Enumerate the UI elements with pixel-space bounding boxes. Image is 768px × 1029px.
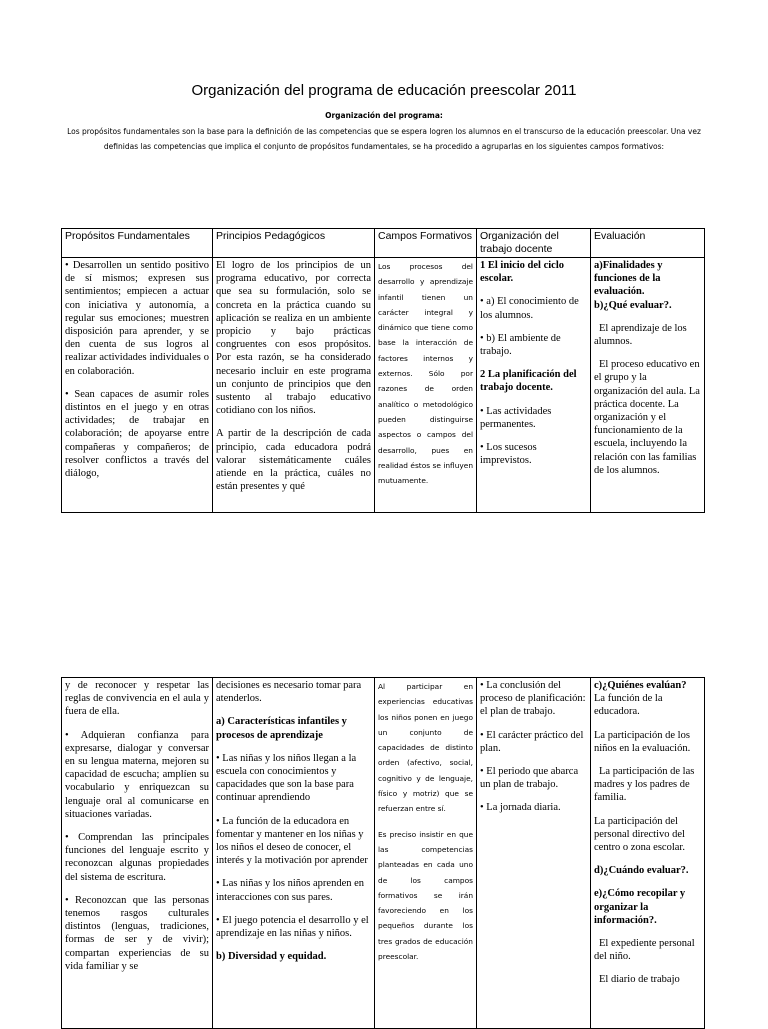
header-campos: Campos Formativos [375,229,477,258]
organizacion-item: • La conclusión del proceso de planificación: el plan de trabajo. [480,680,586,718]
evaluacion-heading: c)¿Quiénes evalúan? [594,680,687,691]
proposito-item: • Comprendan las principales funciones del lenguaje escrito y reconozcan algunas propiedades del sistema de escritura. [65,832,209,883]
proposito-item: y de reconocer y respetar las reglas de convivencia en el aula y fuera de ella. [65,680,209,718]
cell-propositos [62,258,213,513]
program-table-top [61,228,705,513]
cell-campos [375,258,477,513]
table-header-row [62,229,705,258]
evaluacion-paragraph: El diario de trabajo [599,974,680,986]
organizacion-item: • Las actividades permanentes. [480,405,552,430]
principios-item: • El juego potencia el desarrollo y el aprendizaje en las niñas y niños. [216,914,369,940]
evaluacion-paragraph: El expediente personal del niño. [594,938,695,963]
proposito-item: • Sean capaces de asumir roles distintos en el juego y en otras actividades; de trabajar en colaboración; de apoyarse entre compañeras y compañeros; de resolver conflictos a través del diálogo, [65,388,209,480]
table-row [62,258,705,513]
principios-paragraph: A partir de la descripción de cada principio, cada educadora podrá valorar sistemáticamente cuáles atiende en la práctica, cuáles no están presentes y qué [216,428,371,493]
evaluacion-heading: e)¿Cómo recopilar y organizar la información?. [594,888,686,926]
cell-evaluacion [591,258,705,513]
principios-item: • Las niñas y los niños llegan a la escuela con conocimientos y capacidades que son la base para continuar aprendiendo [216,752,357,804]
proposito-item: • Reconozcan que las personas tenemos rasgos culturales distintos (lenguas, tradiciones, formas de ser y de vivir); compartan experiencias de su vida familiar y se [65,894,209,972]
evaluacion-paragraph: La participación del personal directivo del centro o zona escolar. [594,815,685,854]
campos-paragraph: Al participar en experiencias educativas los niños ponen en juego un conjunto de capacidades de distinto orden (afectivo, social, cognitivo y de lenguaje, físico y motriz) que se refuerzan entre sí. [378,682,473,814]
organizacion-item: • La jornada diaria. [480,802,561,814]
evaluacion-paragraph: El proceso educativo en el grupo y la organización del aula. La práctica docente. La organización y el funcionamiento de la escuela, incluyendo la relación con las familias de los alumnos. [594,359,700,476]
principios-heading: a) Características infantiles y procesos de aprendizaje [216,716,347,741]
organizacion-item: • a) El conocimiento de los alumnos. [480,296,579,321]
program-table-bottom [61,677,705,1029]
document-subtitle: Organización del programa: [325,111,443,120]
proposito-item: • Desarrollen un sentido positivo de sí mismos; expresen sus sentimientos; empiecen a actuar con iniciativa y autonomía, a regular sus emociones; muestren disposición para aprender, y se den cuenta de sus logros al realizar actividades individuales o en colaboración. [65,260,209,377]
organizacion-item: • Los sucesos imprevistos. [480,442,537,467]
evaluacion-heading: b)¿Qué evaluar?. [594,299,672,311]
evaluacion-paragraph: La participación de los niños en la evaluación. [594,729,691,754]
principios-paragraph: decisiones es necesario tomar para atenderlos. [216,680,362,705]
organizacion-heading: 2 La planificación del trabajo docente. [480,369,577,394]
organizacion-heading: 1 El inicio del ciclo escolar. [480,260,564,285]
principios-item: • La función de la educadora en fomentar y mantener en los niñas y los niños el deseo de conocer, el interés y la motivación por aprender [216,815,368,867]
evaluacion-paragraph: La participación de las madres y los padres de familia. [594,766,695,804]
proposito-item: • Adquieran confianza para expresarse, dialogar y conversar en su lengua materna, mejoren su capacidad de escucha; amplíen su vocabulario y enriquezcan su lenguaje oral al comunicarse en situaciones variadas. [65,729,209,820]
header-propositos: Propósitos Fundamentales [62,229,213,258]
evaluacion-heading: a)Finalidades y funciones de la evaluación. [594,260,663,298]
header-principios: Principios Pedagógicos [213,229,375,258]
organizacion-item: • b) El ambiente de trabajo. [480,332,561,358]
header-organizacion: Organización del trabajo docente [477,229,591,258]
cell-principios [213,258,375,513]
evaluacion-heading: d)¿Cuándo evaluar?. [594,865,689,877]
evaluacion-paragraph: La función de la educadora. [594,693,663,718]
principios-item: • Las niñas y los niños aprenden en interacciones con sus pares. [216,878,365,903]
cell-evaluacion [591,678,705,1029]
cell-organizacion [477,258,591,513]
table-row [62,678,705,1029]
evaluacion-paragraph: El aprendizaje de los alumnos. [594,322,687,348]
principios-heading: b) Diversidad y equidad. [216,951,327,963]
header-evaluacion: Evaluación [591,229,705,258]
intro-paragraph: Los propósitos fundamentales son la base para la definición de las competencias que se espera logren los alumnos en el transcurso de la educación preescolar. Una vez definidas las competencias que implica el conjunto de propósitos fundamentales, se ha procedido a agruparlas en los siguientes campos formativos: [67,127,701,151]
organizacion-item: • El periodo que abarca un plan de trabajo. [480,766,579,791]
cell-campos [375,678,477,1029]
cell-principios [213,678,375,1029]
document-title: Organización del programa de educación preescolar 2011 [191,82,577,99]
cell-propositos [62,678,213,1029]
organizacion-item: • El carácter práctico del plan. [480,729,584,754]
principios-paragraph: El logro de los principios de un programa educativo, por correcta que sea su formulación, solo se concreta en la práctica cuando su aplicación se realiza en un ambiente propicio y bajo prácticas congruentes con esos propósitos. Por esta razón, se ha considerado necesario incluir en este programa un conjunto de principios que den sustento al trabajo educativo cotidiano con los niños. [216,260,371,417]
campos-paragraph: Los procesos del desarrollo y aprendizaje infantil tienen un carácter integral y dinámico que tiene como base la interacción de factores internos y externos. Sólo por razones de orden analítico o metodológico pueden distinguirse aspectos o campos del desarrollo, pues en realidad éstos se influyen mutuamente. [378,262,473,486]
campos-paragraph: Es preciso insistir en que las competencias planteadas en cada uno de los campos formativos se irán favoreciendo en los pequeños durante los tres grados de educación preescolar. [378,829,473,962]
cell-organizacion [477,678,591,1029]
